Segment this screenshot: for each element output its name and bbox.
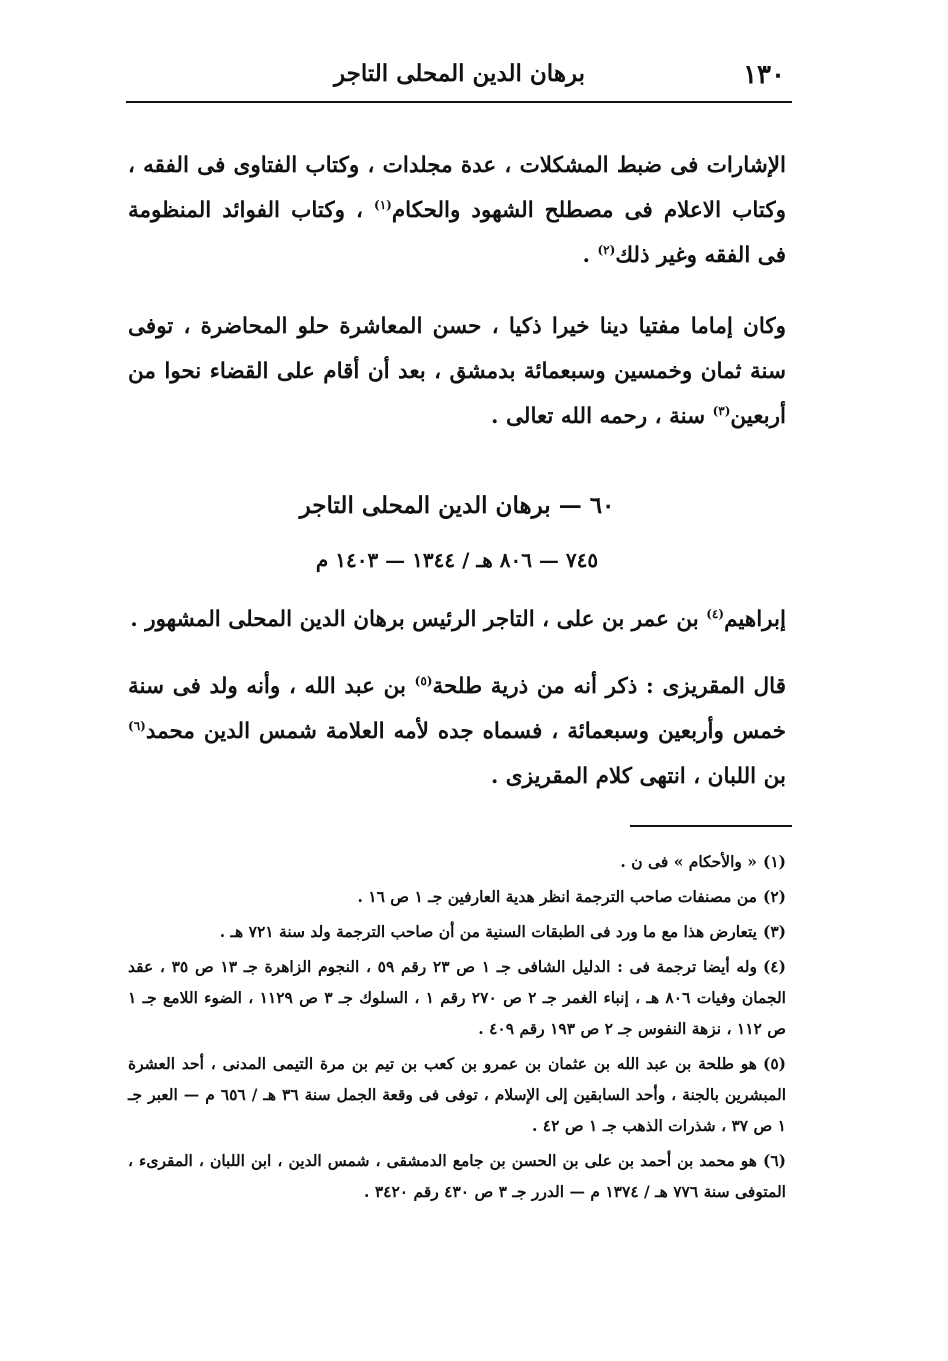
footnote-number: (٢) [762, 887, 786, 906]
paragraph-text: بن اللبان ، انتهى كلام المقريزى . [490, 764, 786, 789]
footnote-ref[interactable]: (١) [374, 197, 392, 212]
paragraph-text: سنة ، رحمه الله تعالى . [491, 404, 713, 429]
footnote-number: (٣) [762, 922, 786, 941]
entry-dates: ٧٤٥ — ٨٠٦ هـ / ١٣٤٤ — ١٤٠٣ م [315, 548, 599, 572]
footnote-ref[interactable]: (٦) [128, 718, 146, 733]
paragraph-text: وكان إماما مفتيا دينا خيرا ذكيا ، حسن المعاشرة حلو المحاضرة ، توفى سنة ثمان وخمسين وسبعمائة بدمشق ، بعد أن أقام على القضاء نحوا من أربعين [128, 314, 786, 429]
paragraph-text: بن عمر بن على ، التاجر الرئيس برهان الدين المحلى المشهور . [130, 607, 707, 632]
paragraph-text: قال المقريزى : ذكر أنه من ذرية طلحة [432, 674, 786, 699]
footnote-number: (٦) [762, 1151, 786, 1170]
footnote-divider [630, 825, 792, 827]
footnote-text: هو طلحة بن عبد الله بن عثمان بن عمرو بن كعب بن تيم بن مرة التيمى المدنى ، أحد العشرة المبشرين بالجنة ، وأحد السابقين إلى الإسلام ، توفى فى وقعة الجمل سنة ٣٦ هـ / ٦٥٦ م — العبر جـ ١ ص ٣٧ ، شذرات الذهب جـ ١ ص ٤٢ . [128, 1054, 786, 1135]
footnote-text: وله أيضا ترجمة فى : الدليل الشافى جـ ١ ص ٢٣ رقم ٥٩ ، النجوم الزاهرة جـ ١٣ ص ٣٥ ، عقد الجمان وفيات ٨٠٦ هـ ، إنباء الغمر جـ ٢ ص ٢٧٠ رقم ١ ، السلوك جـ ٣ ص ١١٢٩ ، الضوء اللامع جـ ١ ص ١١٢ ، نزهة النفوس جـ ٢ ص ١٩٣ رقم ٤٠٩ . [128, 957, 786, 1038]
footnote-3 [128, 916, 786, 947]
footnote-text: يتعارض هذا مع ما ورد فى الطبقات السنية من أن صاحب الترجمة ولد سنة ٧٢١ هـ . [219, 922, 757, 941]
running-title: برهان الدين المحلى التاجر [333, 60, 586, 87]
paragraph-text: إبراهيم [724, 607, 786, 632]
footnote-ref[interactable]: (٣) [712, 403, 731, 418]
footnote-number: (٥) [762, 1054, 786, 1073]
footnote-6 [128, 1145, 786, 1207]
footnote-text: من مصنفات صاحب الترجمة انظر هدية العارفين جـ ١ ص ١٦ . [357, 887, 757, 906]
footnote-ref[interactable]: (٥) [414, 673, 433, 688]
footnote-2 [128, 881, 786, 912]
footnote-ref[interactable]: (٤) [706, 606, 725, 621]
paragraph-maqrizi [128, 664, 786, 799]
paragraph-biography [128, 304, 786, 439]
paragraph-text: بن عبد الله ، وأنه ولد فى سنة خمس وأربعين وسبعمائة ، فسماه جده لأمه العلامة شمس الدين محمد [128, 674, 786, 744]
paragraph-text: ، وكتاب الفوائد المنظومة فى الفقه وغير ذلك [128, 198, 786, 268]
paragraph-text: الإشارات فى ضبط المشكلات ، عدة مجلدات ، وكتاب الفتاوى فى الفقه ، وكتاب الاعلام فى مصطلح الشهود والحكام [128, 153, 786, 223]
footnote-text: هو محمد بن أحمد بن على بن الحسن بن جامع الدمشقى ، شمس الدين ، ابن اللبان ، المقرىء ، المتوفى سنة ٧٧٦ هـ / ١٣٧٤ م — الدرر جـ ٣ ص ٤٣٠ رقم ٣٤٢٠ . [128, 1151, 786, 1201]
footnotes [128, 846, 786, 1211]
entry-title: ٦٠ — برهان الدين المحلى التاجر [299, 492, 615, 519]
footnote-4 [128, 951, 786, 1044]
page-header [128, 52, 791, 98]
paragraph-text: . [582, 243, 598, 268]
paragraph-name [128, 597, 786, 642]
footnote-number: (١) [762, 852, 786, 871]
footnote-1 [128, 846, 786, 877]
footnote-ref[interactable]: (٢) [597, 242, 616, 257]
footnote-number: (٤) [762, 957, 786, 976]
page-number: ١٣٠ [743, 60, 785, 90]
header-divider [126, 101, 792, 103]
footnote-text: « والأحكام » فى ن . [620, 852, 757, 871]
paragraph-works [128, 143, 786, 278]
footnote-5 [128, 1048, 786, 1141]
